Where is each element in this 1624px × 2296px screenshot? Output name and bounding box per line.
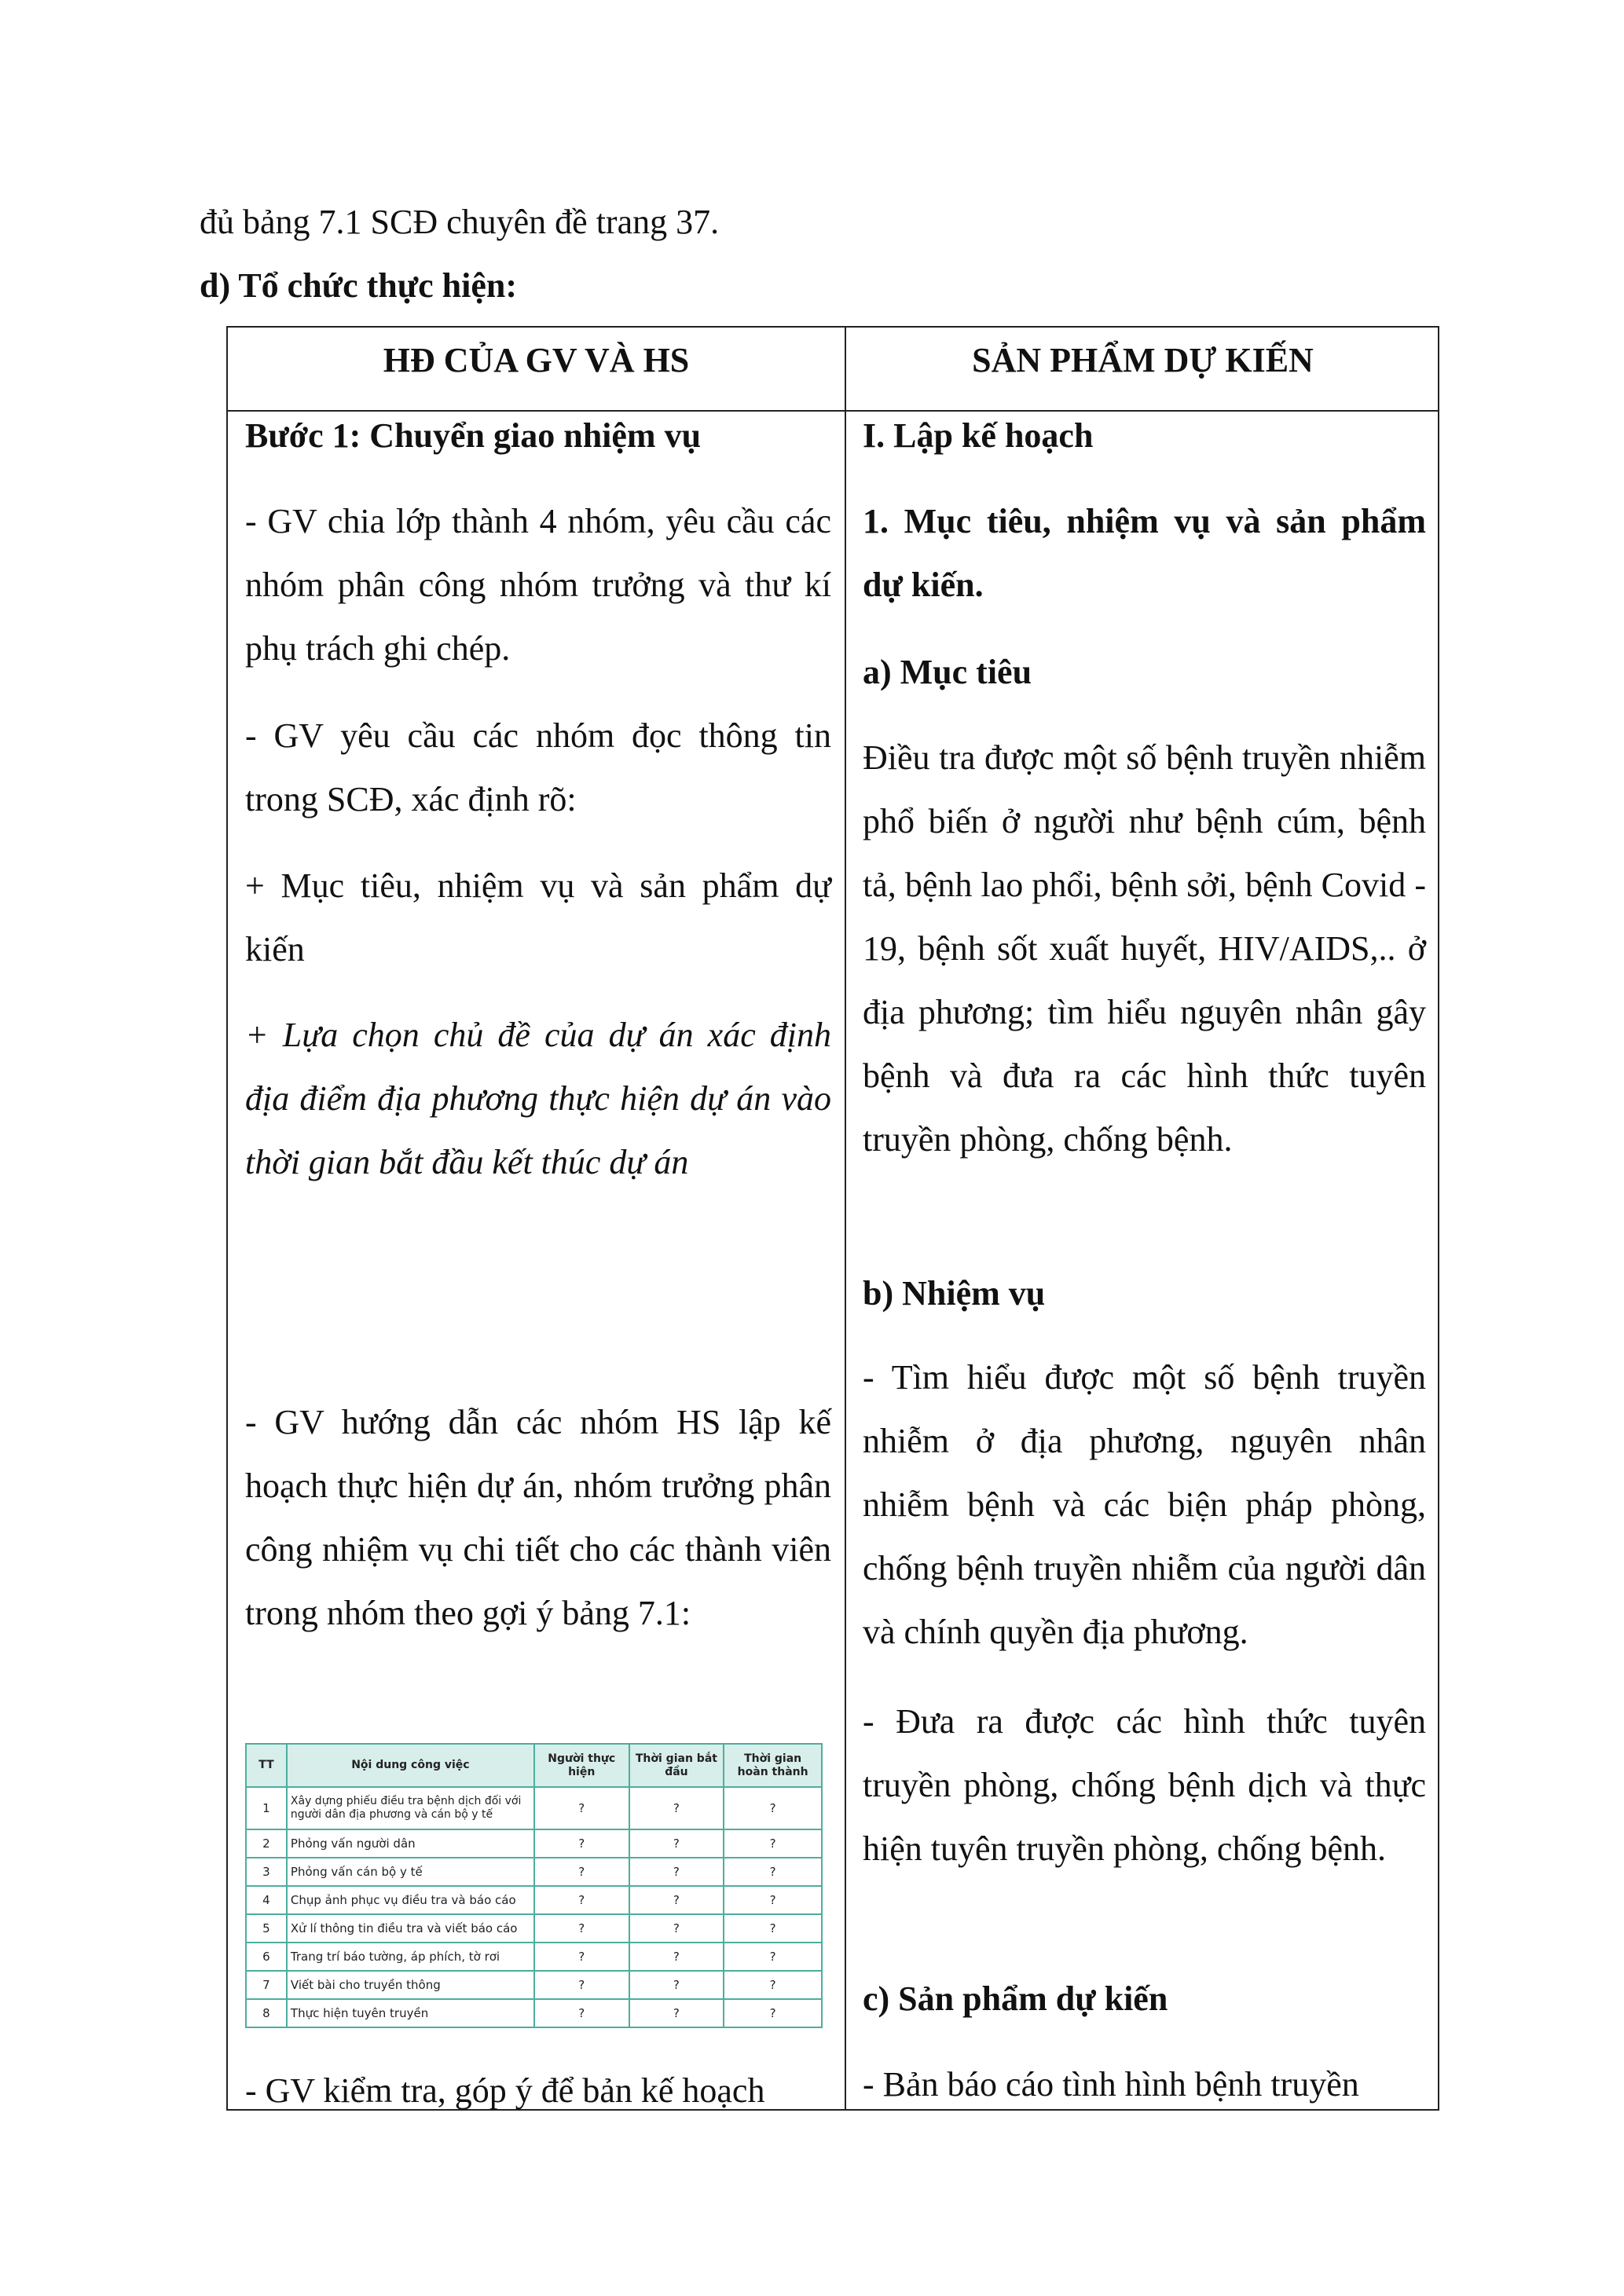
products-cell	[846, 410, 1439, 2111]
paragraph-italic: + Lựa chọn chủ đề của dự án xác định địa điểm địa phương thực hiện dự án vào thời gian bắt đầu kết thúc dự án	[245, 1016, 831, 1181]
plan-cell: ?	[534, 1858, 629, 1886]
plan-cell: ?	[629, 1886, 724, 1914]
activity-table	[226, 326, 1439, 2111]
plan-cell: 2	[246, 1829, 287, 1858]
plan-cell: 1	[246, 1787, 287, 1829]
plan-cell: ?	[534, 1886, 629, 1914]
plan-cell: 7	[246, 1971, 287, 1999]
plan-cell: ?	[724, 1886, 822, 1914]
plan-cell: Thực hiện tuyên truyền	[287, 1999, 534, 2027]
plan-cell: ?	[724, 1787, 822, 1829]
plan-cell: ?	[534, 1999, 629, 2027]
plan-cell: 5	[246, 1914, 287, 1943]
plan-cell: ?	[724, 1943, 822, 1971]
plan-cell: Trang trí báo tường, áp phích, tờ rơi	[287, 1943, 534, 1971]
paragraph: - GV yêu cầu các nhóm đọc thông tin trong SCĐ, xác định rõ:	[245, 716, 831, 818]
step-1-heading: Bước 1: Chuyển giao nhiệm vụ	[245, 416, 702, 455]
paragraph: - GV kiểm tra, góp ý để bản kế hoạch	[245, 2071, 765, 2110]
table-row	[246, 1858, 822, 1886]
plan-header-cell: Thời gian bắt đầu	[629, 1744, 724, 1787]
paragraph: Điều tra được một số bệnh truyền nhiễm phổ biến ở người như bệnh cúm, bệnh tả, bệnh lao phổi, bệnh sởi, bệnh Covid - 19, bệnh sốt xuất huyết, HIV/AIDS,.. ở địa phương; tìm hiểu nguyên nhân gây bệnh và đưa ra các hình thức tuyên truyền phòng, chống bệnh.	[863, 738, 1426, 1159]
heading-tasks: b) Nhiệm vụ	[863, 1274, 1046, 1313]
plan-cell: ?	[534, 1787, 629, 1829]
plan-cell: ?	[629, 1943, 724, 1971]
plan-cell: ?	[629, 1858, 724, 1886]
plan-header-cell: TT	[246, 1744, 287, 1787]
header-activities: HĐ CỦA GV VÀ HS	[383, 341, 690, 379]
table-row	[246, 1886, 822, 1914]
plan-cell: Xây dựng phiếu điều tra bệnh dịch đối với người dân địa phương và cán bộ y tế	[287, 1787, 534, 1829]
plan-cell: ?	[629, 1971, 724, 1999]
plan-cell: ?	[724, 1914, 822, 1943]
plan-cell: ?	[534, 1943, 629, 1971]
plan-cell: 8	[246, 1999, 287, 2027]
plan-cell: Phỏng vấn cán bộ y tế	[287, 1858, 534, 1886]
plan-cell: 4	[246, 1886, 287, 1914]
plan-cell: ?	[724, 1999, 822, 2027]
section-heading: d) Tổ chức thực hiện:	[200, 266, 518, 305]
plan-cell: Chụp ảnh phục vụ điều tra và báo cáo	[287, 1886, 534, 1914]
paragraph: - Đưa ra được các hình thức tuyên truyền phòng, chống bệnh dịch và thực hiện tuyên truyền phòng, chống bệnh.	[863, 1702, 1426, 1868]
table-row	[246, 1787, 822, 1829]
header-products: SẢN PHẨM DỰ KIẾN	[972, 341, 1314, 379]
plan-table-image	[245, 1743, 823, 2028]
intro-line: đủ bảng 7.1 SCĐ chuyên đề trang 37.	[200, 203, 720, 241]
table-row	[246, 1943, 822, 1971]
plan-cell: ?	[629, 1914, 724, 1943]
plan-cell: ?	[629, 1787, 724, 1829]
paragraph: - Tìm hiểu được một số bệnh truyền nhiễm ở địa phương, nguyên nhân nhiễm bệnh và các biện pháp phòng, chống bệnh truyền nhiễm của người dân và chính quyền địa phương.	[863, 1358, 1426, 1651]
paragraph: - GV chia lớp thành 4 nhóm, yêu cầu các nhóm phân công nhóm trưởng và thư kí phụ trách ghi chép.	[245, 502, 831, 668]
plan-cell: ?	[724, 1829, 822, 1858]
paragraph: + Mục tiêu, nhiệm vụ và sản phẩm dự kiến	[245, 866, 831, 969]
plan-cell: ?	[534, 1829, 629, 1858]
plan-cell: ?	[629, 1829, 724, 1858]
plan-cell: ?	[534, 1914, 629, 1943]
heading-expected-products: c) Sản phẩm dự kiến	[863, 1979, 1168, 2018]
plan-cell: Xử lí thông tin điều tra và viết báo cáo	[287, 1914, 534, 1943]
plan-cell: 6	[246, 1943, 287, 1971]
table-row	[246, 1914, 822, 1943]
plan-header-cell: Người thực hiện	[534, 1744, 629, 1787]
table-header-row	[228, 328, 1438, 412]
plan-cell: Viết bài cho truyền thông	[287, 1971, 534, 1999]
table-row	[246, 1971, 822, 1999]
heading-plan: I. Lập kế hoạch	[863, 416, 1094, 455]
activities-cell	[228, 410, 845, 2111]
plan-cell: 3	[246, 1858, 287, 1886]
paragraph: - Bản báo cáo tình hình bệnh truyền	[863, 2065, 1359, 2104]
plan-cell: ?	[629, 1999, 724, 2027]
table-row	[246, 1829, 822, 1858]
table-row	[246, 1999, 822, 2027]
heading-goal: a) Mục tiêu	[863, 653, 1032, 691]
plan-cell: ?	[724, 1971, 822, 1999]
paragraph: - GV hướng dẫn các nhóm HS lập kế hoạch thực hiện dự án, nhóm trưởng phân công nhiệm vụ chi tiết cho các thành viên trong nhóm theo gợi ý bảng 7.1:	[245, 1403, 831, 1632]
plan-header-cell: Nội dung công việc	[287, 1744, 534, 1787]
plan-cell: ?	[724, 1858, 822, 1886]
plan-cell: Phỏng vấn người dân	[287, 1829, 534, 1858]
plan-cell: ?	[534, 1971, 629, 1999]
plan-header-cell: Thời gian hoàn thành	[724, 1744, 822, 1787]
heading-objectives: 1. Mục tiêu, nhiệm vụ và sản phẩm dự kiến.	[863, 502, 1426, 604]
